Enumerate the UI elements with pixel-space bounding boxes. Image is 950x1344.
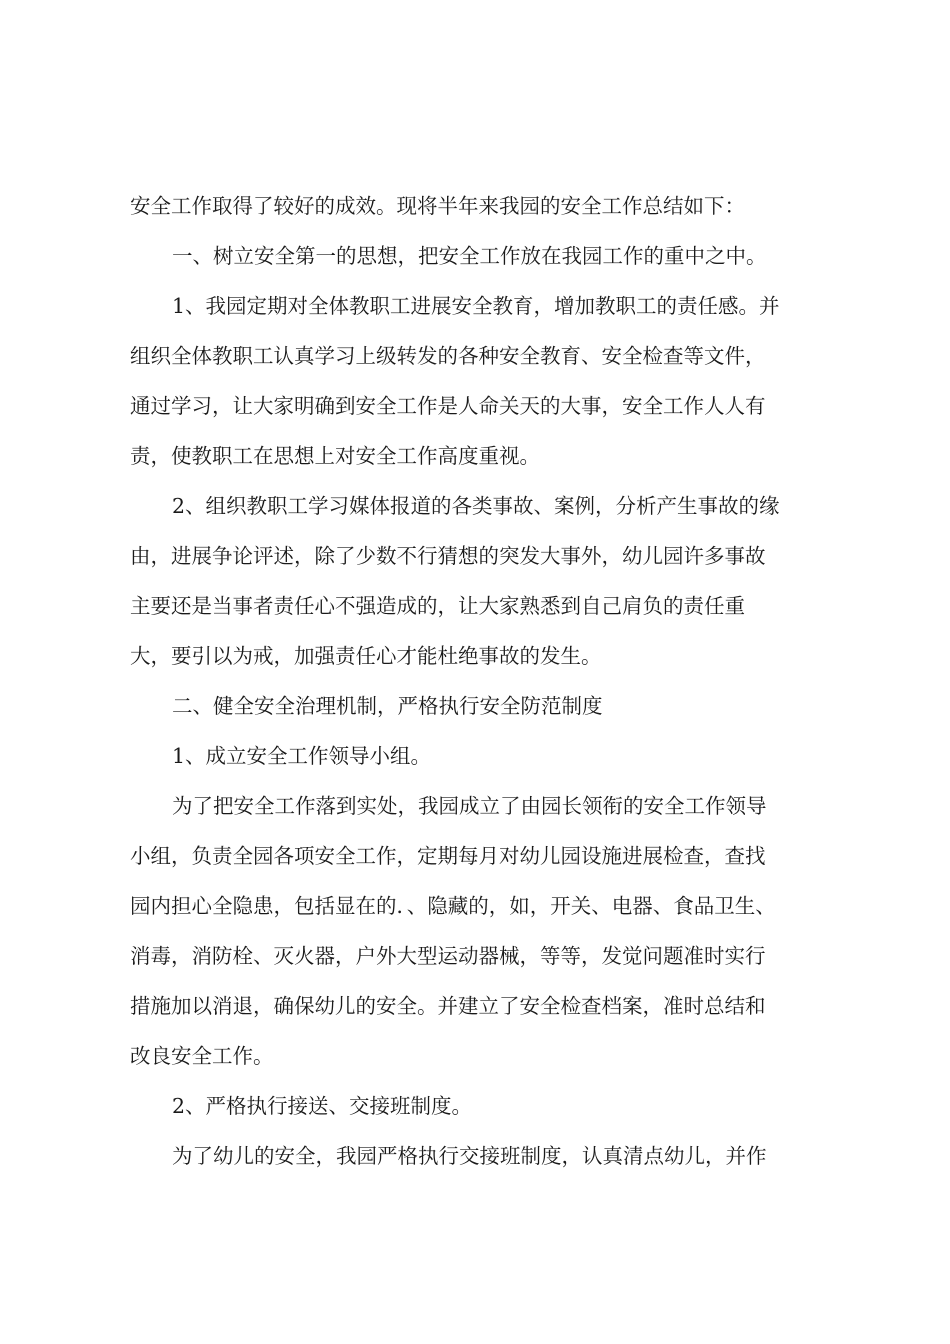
body-text-line: 2、组织教职工学习媒体报道的各类事故、案例，分析产生事故的缘 xyxy=(172,494,780,518)
section-heading-1: 一、树立安全第一的思想，把安全工作放在我园工作的重中之中。 xyxy=(172,244,767,268)
body-text-line: 园内担心全隐患，包括显在的．、隐藏的，如，开关、电器、食品卫生、 xyxy=(130,894,776,918)
section-heading-2: 二、健全安全治理机制，严格执行安全防范制度 xyxy=(172,694,603,718)
body-text-line: 为了把安全工作落到实处，我园成立了由园长领衔的安全工作领导 xyxy=(172,794,767,818)
body-text-line: 1、我园定期对全体教职工进展安全教育，增加教职工的责任感。并 xyxy=(172,294,780,318)
body-text-line: 安全工作取得了较好的成效。现将半年来我园的安全工作总结如下： xyxy=(130,194,745,218)
body-text-line: 消毒，消防栓、灭火器，户外大型运动器械，等等，发觉问题准时实行 xyxy=(130,944,766,968)
body-text-line: 由，进展争论评述，除了少数不行猜想的突发大事外，幼儿园许多事故 xyxy=(130,544,766,568)
body-text-line: 措施加以消退，确保幼儿的安全。并建立了安全检查档案，准时总结和 xyxy=(130,994,766,1018)
body-text-line: 大，要引以为戒，加强责任心才能杜绝事故的发生。 xyxy=(130,644,602,668)
sub-heading: 1、成立安全工作领导小组。 xyxy=(172,744,432,768)
body-text-line: 组织全体教职工认真学习上级转发的各种安全教育、安全检查等文件， xyxy=(130,344,766,368)
body-text-line: 改良安全工作。 xyxy=(130,1044,274,1068)
body-text-line: 小组，负责全园各项安全工作，定期每月对幼儿园设施进展检查，查找 xyxy=(130,844,766,868)
sub-heading: 2、严格执行接送、交接班制度。 xyxy=(172,1094,473,1118)
body-text-line: 责，使教职工在思想上对安全工作高度重视。 xyxy=(130,444,540,468)
body-text-line: 主要还是当事者责任心不强造成的，让大家熟悉到自己肩负的责任重 xyxy=(130,594,745,618)
body-text-line: 为了幼儿的安全，我园严格执行交接班制度，认真清点幼儿，并作 xyxy=(172,1144,767,1168)
body-text-line: 通过学习，让大家明确到安全工作是人命关天的大事，安全工作人人有 xyxy=(130,394,766,418)
